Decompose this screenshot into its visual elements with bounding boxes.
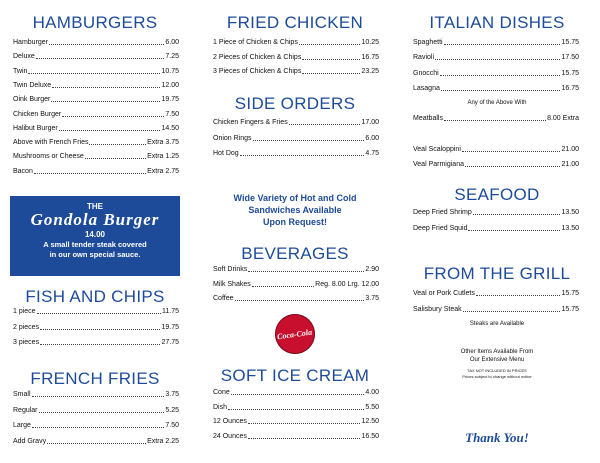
- menu-item-price: 3.75: [365, 295, 379, 302]
- dot-leader: [248, 423, 361, 424]
- menu-item-row: [413, 37, 579, 48]
- menu-item-name: Chicken Burger: [13, 110, 62, 118]
- beverages-title: BEVERAGES: [241, 244, 349, 263]
- dot-leader: [51, 101, 160, 102]
- menu-item-row: [413, 144, 579, 155]
- menu-item-row: [13, 322, 179, 333]
- footer-tax: TAX NOT INCLUDED IN PRICES: [467, 368, 527, 373]
- menu-item-name: 24 Ounces: [213, 432, 247, 440]
- gondola-price: 14.00: [84, 230, 106, 239]
- menu-item-row: [413, 207, 579, 218]
- menu-item-price: 4.75: [365, 150, 379, 157]
- menu-item-price: 12.00: [161, 81, 179, 89]
- menu-item-row: [13, 389, 179, 400]
- dot-leader: [468, 230, 560, 231]
- dot-leader: [231, 394, 365, 395]
- menu-item-row: [213, 387, 379, 398]
- dot-leader: [32, 396, 165, 397]
- menu-item-name: Mushrooms or Cheese: [13, 153, 84, 161]
- dot-leader: [473, 214, 561, 215]
- chicken-title: FRIED CHICKEN: [226, 13, 364, 32]
- menu-item-price: 6.00: [365, 134, 379, 142]
- menu-item-name: Veal Scaloppini: [413, 146, 461, 153]
- grill-title: FROM THE GRILL: [423, 264, 571, 283]
- menu-item-row: [413, 83, 579, 94]
- footer-other2: Our Extensive Menu: [469, 357, 525, 363]
- menu-item-price: 19.75: [161, 323, 179, 331]
- menu-item-price: 11.75: [162, 308, 179, 315]
- menu-item-row: [413, 159, 579, 170]
- gondola-the: THE: [87, 202, 103, 211]
- dot-leader: [36, 58, 165, 59]
- menu-item-name: 3 pieces: [13, 339, 40, 346]
- menu-item-row: [13, 66, 179, 77]
- menu-item-price: 13.50: [561, 209, 579, 216]
- menu-item-price: 13.50: [561, 225, 579, 232]
- dot-leader: [89, 144, 146, 145]
- menu-item-row: [213, 416, 379, 427]
- dot-leader: [444, 120, 546, 121]
- menu-item-name: Cone: [213, 389, 230, 396]
- menu-item-name: Soft Drinks: [213, 266, 248, 273]
- grill-note: Steaks are Available: [469, 321, 525, 327]
- menu-item-name: Twin: [13, 67, 28, 75]
- hamburgers-title: HAMBURGERS: [32, 13, 158, 32]
- menu-item-row: [213, 66, 379, 77]
- menu-item-row: [13, 94, 179, 105]
- dot-leader: [62, 116, 164, 117]
- dot-leader: [228, 409, 364, 410]
- menu-item-price: 8.00 Extra: [547, 115, 579, 122]
- dot-leader: [465, 166, 560, 167]
- menu-item-row: [413, 113, 579, 124]
- dot-leader: [52, 87, 160, 88]
- menu-item-row: [213, 279, 379, 290]
- dot-leader: [462, 151, 561, 152]
- menu-item-price: 16.50: [361, 432, 379, 440]
- menu-item-row: [13, 436, 179, 447]
- dot-leader: [435, 59, 560, 60]
- menu-item-name: 1 Piece of Chicken & Chips: [213, 39, 298, 46]
- dot-leader: [302, 59, 360, 60]
- menu-item-price: 5.25: [165, 406, 179, 414]
- menu-item-name: Salisbury Steak: [413, 305, 462, 313]
- dot-leader: [252, 286, 314, 287]
- menu-item-row: [13, 137, 179, 148]
- fries-title: FRENCH FRIES: [30, 369, 160, 388]
- menu-item-name: Above with French Fries: [13, 139, 89, 147]
- menu-item-name: Ravioli: [413, 54, 435, 62]
- dot-leader: [28, 73, 160, 74]
- seafood-title: SEAFOOD: [454, 185, 540, 204]
- dot-leader: [40, 344, 160, 345]
- menu-item-row: [413, 68, 579, 79]
- menu-item-row: [13, 306, 179, 317]
- menu-item-price: Extra 1.25: [147, 153, 179, 161]
- footer-change: Prices subject to change without notice: [462, 374, 532, 379]
- menu-item-name: Gnocchi: [413, 69, 439, 77]
- menu-item-row: [413, 288, 579, 299]
- menu-item-price: Extra 3.75: [147, 139, 179, 147]
- menu-item-row: [13, 405, 179, 416]
- dot-leader: [248, 271, 364, 272]
- menu-item-row: [13, 166, 179, 177]
- dot-leader: [34, 173, 146, 174]
- menu-item-row: [213, 148, 379, 159]
- menu-item-name: Deep Fried Shrimp: [413, 209, 472, 216]
- menu-item-name: Oink Burger: [13, 96, 51, 104]
- menu-item-price: 10.25: [361, 39, 379, 46]
- fish-title: FISH AND CHIPS: [25, 287, 165, 306]
- icecream-title: SOFT ICE CREAM: [220, 366, 370, 385]
- dot-leader: [289, 124, 361, 125]
- menu-item-price: 14.50: [161, 124, 179, 132]
- menu-item-price: Reg. 8.00 Lrg. 12.00: [315, 280, 379, 288]
- dot-leader: [240, 155, 365, 156]
- menu-item-price: 3.75: [165, 391, 179, 398]
- menu-item-name: Onion Rings: [213, 134, 252, 142]
- gondola-name: Gondola Burger: [30, 210, 160, 229]
- menu-item-name: 12 Ounces: [213, 418, 247, 425]
- menu-item-price: 17.50: [561, 54, 579, 62]
- menu-item-price: 16.75: [561, 84, 579, 92]
- promo-line1: Wide Variety of Hot and Cold: [233, 193, 357, 203]
- menu-item-price: 16.75: [361, 53, 379, 61]
- dot-leader: [248, 438, 361, 439]
- menu-item-price: 2.90: [365, 266, 379, 273]
- promo-line2: Sandwiches Available: [248, 205, 342, 215]
- menu-item-price: 19.75: [161, 96, 179, 104]
- menu-item-name: Lasagna: [413, 84, 440, 92]
- menu-item-name: Meatballs: [413, 115, 443, 122]
- menu-item-price: 21.00: [561, 146, 579, 153]
- dot-leader: [32, 427, 164, 428]
- menu-item-row: [13, 123, 179, 134]
- menu-item-row: [13, 151, 179, 162]
- dot-leader: [441, 90, 561, 91]
- menu-item-name: Deluxe: [13, 53, 35, 61]
- dot-leader: [85, 158, 146, 159]
- menu-item-price: 23.25: [361, 68, 379, 75]
- menu-item-price: 15.75: [561, 305, 579, 313]
- footer-other1: Other Items Available From: [460, 349, 534, 355]
- menu-item-name: Chicken Fingers & Fries: [213, 119, 288, 126]
- menu-item-row: [13, 80, 179, 91]
- dot-leader: [59, 130, 161, 131]
- menu-item-row: [413, 52, 579, 63]
- dot-leader: [47, 443, 146, 444]
- menu-item-price: 27.75: [161, 339, 179, 346]
- menu-item-name: Large: [13, 422, 31, 429]
- italian-note: Any of the Above With: [467, 100, 527, 106]
- menu-item-price: 15.75: [561, 69, 579, 77]
- menu-item-price: 10.75: [161, 67, 179, 75]
- menu-item-name: Regular: [13, 406, 38, 414]
- dot-leader: [299, 44, 361, 45]
- menu-item-row: [213, 402, 379, 413]
- sides-title: SIDE ORDERS: [234, 94, 356, 113]
- dot-leader: [37, 313, 161, 314]
- menu-item-name: Veal or Pork Cutlets: [413, 290, 475, 297]
- promo-line3: Upon Request!: [263, 217, 327, 227]
- menu-item-name: Coffee: [213, 295, 234, 302]
- menu-item-price: Extra 2.25: [147, 437, 179, 445]
- menu-item-name: Milk Shakes: [213, 280, 251, 288]
- italian-title: ITALIAN DISHES: [429, 13, 565, 32]
- menu-item-row: [13, 109, 179, 120]
- menu-item-name: Add Gravy: [13, 437, 47, 445]
- menu-item-row: [213, 264, 379, 275]
- menu-item-row: [413, 304, 579, 315]
- menu-item-price: 7.50: [165, 422, 179, 429]
- dot-leader: [39, 412, 165, 413]
- menu-item-price: 7.50: [165, 110, 179, 118]
- menu-item-row: [213, 431, 379, 442]
- menu-item-name: Hot Dog: [213, 150, 239, 157]
- menu-item-price: 17.00: [361, 119, 379, 126]
- dot-leader: [463, 311, 561, 312]
- dot-leader: [235, 300, 365, 301]
- menu-item-name: Twin Deluxe: [13, 81, 52, 89]
- menu-item-row: [413, 223, 579, 234]
- coca-cola-logo: [275, 314, 315, 354]
- menu-item-name: Small: [13, 391, 31, 398]
- menu-item-row: [13, 337, 179, 348]
- menu-item-name: 3 Pieces of Chicken & Chips: [213, 68, 302, 75]
- menu-item-price: 7.25: [165, 53, 179, 61]
- menu-item-name: Halibut Burger: [13, 124, 58, 132]
- menu-item-name: Hamburger: [13, 39, 49, 46]
- gondola-burger-box: [10, 196, 180, 276]
- menu-item-name: Bacon: [13, 167, 33, 175]
- menu-item-row: [213, 117, 379, 128]
- menu-item-price: Extra 2.75: [147, 167, 179, 175]
- dot-leader: [40, 329, 160, 330]
- menu-item-price: 4.00: [365, 389, 379, 396]
- menu-item-row: [13, 51, 179, 62]
- menu-item-name: Spaghetti: [413, 39, 443, 46]
- menu-item-name: Deep Fried Squid: [413, 225, 468, 232]
- dot-leader: [253, 140, 365, 141]
- dot-leader: [302, 73, 360, 74]
- thank-you: Thank You!: [465, 430, 529, 445]
- menu-item-price: 12.50: [361, 418, 379, 425]
- menu-item-row: [13, 420, 179, 431]
- menu-item-price: 15.75: [561, 39, 579, 46]
- gondola-line1: A small tender steak covered: [43, 240, 147, 249]
- menu-item-row: [213, 133, 379, 144]
- menu-item-row: [213, 52, 379, 63]
- dot-leader: [444, 44, 561, 45]
- sandwich-promo: [210, 192, 380, 228]
- menu-item-price: 15.75: [561, 290, 579, 297]
- menu-item-name: 1 piece: [13, 308, 36, 315]
- menu-item-name: Dish: [213, 403, 228, 411]
- menu-item-name: 2 Pieces of Chicken & Chips: [213, 53, 302, 61]
- menu-item-price: 5.50: [365, 403, 379, 411]
- menu-item-name: Veal Parmigiana: [413, 161, 464, 168]
- dot-leader: [440, 75, 561, 76]
- dot-leader: [49, 44, 164, 45]
- menu-item-row: [213, 293, 379, 304]
- menu-item-row: [13, 37, 179, 48]
- menu-item-price: 21.00: [561, 161, 579, 168]
- menu-item-name: 2 pieces: [13, 323, 40, 331]
- menu-item-row: [213, 37, 379, 48]
- dot-leader: [476, 295, 561, 296]
- coca-cola-logo-text: Coca-Cola: [276, 327, 314, 341]
- gondola-line2: in our own special sauce.: [49, 250, 141, 259]
- menu-item-price: 6.00: [165, 39, 179, 46]
